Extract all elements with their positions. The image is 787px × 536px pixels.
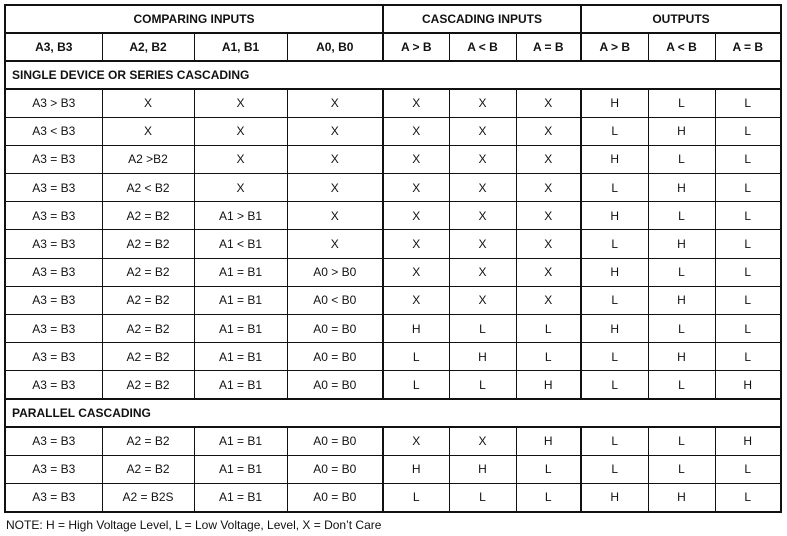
table-cell: A0 < B0 [287,286,383,314]
column-header-row [5,33,781,61]
table-cell: L [581,286,648,314]
table-cell: X [287,89,383,117]
table-cell: X [383,286,449,314]
table-cell: X [449,258,516,286]
table-cell: L [715,343,781,371]
section-header-row [5,61,781,89]
table-cell: A1 = B1 [194,483,287,511]
table-row [5,89,781,117]
table-cell: L [581,230,648,258]
section-title: PARALLEL CASCADING [5,399,781,427]
table-cell: X [383,230,449,258]
table-cell: H [581,145,648,173]
table-cell: A3 = B3 [5,343,102,371]
table-cell: L [715,455,781,483]
table-cell: X [287,174,383,202]
table-cell: X [449,286,516,314]
table-row [5,117,781,145]
table-cell: A2 = B2 [102,343,194,371]
table-cell: A3 < B3 [5,117,102,145]
column-header: A < B [449,33,516,61]
table-row [5,202,781,230]
table-cell: A1 = B1 [194,427,287,455]
table-cell: H [648,286,715,314]
table-cell: H [715,371,781,399]
table-cell: H [581,202,648,230]
table-cell: L [516,343,581,371]
table-cell: A1 > B1 [194,202,287,230]
table-body [5,61,781,512]
table-cell: L [715,230,781,258]
table-cell: A0 = B0 [287,483,383,511]
table-cell: A3 = B3 [5,258,102,286]
table-cell: H [581,258,648,286]
footnote: NOTE: H = High Voltage Level, L = Low Voltage, Level, X = Don’t Care [6,518,382,532]
table-cell: A2 = B2 [102,455,194,483]
table-cell: L [581,174,648,202]
table-cell: A1 = B1 [194,286,287,314]
table-cell: X [516,174,581,202]
column-header: A1, B1 [194,33,287,61]
table-cell: H [516,427,581,455]
section-title: SINGLE DEVICE OR SERIES CASCADING [5,61,781,89]
table-cell: A3 = B3 [5,202,102,230]
table-cell: X [449,174,516,202]
table-cell: A2 = B2 [102,258,194,286]
table-cell: X [383,427,449,455]
table-cell: L [449,483,516,511]
column-header: A < B [648,33,715,61]
table-cell: A2 >B2 [102,145,194,173]
group-header-outputs: OUTPUTS [581,5,781,33]
table-cell: A3 = B3 [5,174,102,202]
table-cell: X [287,202,383,230]
table-cell: L [516,455,581,483]
table-cell: X [287,117,383,145]
table-cell: X [194,174,287,202]
table-cell: X [383,117,449,145]
table-cell: A2 = B2 [102,371,194,399]
table-cell: L [648,258,715,286]
table-cell: X [287,145,383,173]
table-cell: L [648,202,715,230]
table-row [5,343,781,371]
table-cell: L [715,117,781,145]
table-cell: X [516,145,581,173]
group-header-comparing-inputs: COMPARING INPUTS [5,5,383,33]
table-cell: L [715,174,781,202]
table-cell: L [648,145,715,173]
table-row [5,230,781,258]
table-cell: L [383,483,449,511]
table-cell: X [449,145,516,173]
table-cell: A1 = B1 [194,315,287,343]
table-cell: A2 = B2 [102,286,194,314]
table-cell: L [715,145,781,173]
table-cell: L [383,371,449,399]
table-cell: L [715,483,781,511]
table-cell: L [449,315,516,343]
table-cell: A2 = B2 [102,230,194,258]
column-header: A > B [581,33,648,61]
table-cell: A1 = B1 [194,343,287,371]
table-cell: A3 = B3 [5,483,102,511]
table-cell: A1 = B1 [194,455,287,483]
table-cell: A2 = B2 [102,202,194,230]
table-cell: H [648,230,715,258]
table-cell: L [715,315,781,343]
table-cell: X [449,427,516,455]
table-cell: H [383,315,449,343]
table-cell: H [449,455,516,483]
table-cell: A0 = B0 [287,455,383,483]
table-cell: L [648,455,715,483]
table-cell: L [581,455,648,483]
table-cell: X [516,258,581,286]
table-cell: L [715,258,781,286]
table-cell: L [581,427,648,455]
table-cell: X [102,117,194,145]
table-cell: A1 = B1 [194,371,287,399]
table-cell: H [648,343,715,371]
table-cell: H [715,427,781,455]
table-row [5,427,781,455]
table-cell: X [194,145,287,173]
table-row [5,174,781,202]
table-cell: H [516,371,581,399]
table-cell: L [581,343,648,371]
truth-table [4,4,782,513]
column-header: A = B [715,33,781,61]
table-cell: X [516,230,581,258]
table-cell: L [715,89,781,117]
table-cell: X [383,145,449,173]
table-cell: H [383,455,449,483]
table-cell: A1 = B1 [194,258,287,286]
table-cell: X [449,202,516,230]
table-cell: L [715,286,781,314]
table-cell: L [516,315,581,343]
table-cell: A0 = B0 [287,371,383,399]
table-cell: A3 = B3 [5,286,102,314]
group-header-row [5,5,781,33]
table-cell: H [648,483,715,511]
table-cell: H [449,343,516,371]
table-cell: H [581,483,648,511]
table-row [5,455,781,483]
column-header: A0, B0 [287,33,383,61]
table-cell: A3 = B3 [5,371,102,399]
table-cell: L [715,202,781,230]
table-cell: X [383,202,449,230]
table-cell: X [449,230,516,258]
table-cell: L [648,315,715,343]
table-cell: X [102,89,194,117]
table-cell: X [383,258,449,286]
table-cell: X [383,174,449,202]
table-cell: A1 < B1 [194,230,287,258]
table-cell: L [648,371,715,399]
column-header: A3, B3 [5,33,102,61]
table-cell: L [383,343,449,371]
table-cell: A2 = B2S [102,483,194,511]
column-header: A > B [383,33,449,61]
table-cell: A3 = B3 [5,315,102,343]
table-cell: X [516,286,581,314]
table-cell: A3 = B3 [5,427,102,455]
table-cell: H [648,117,715,145]
table-cell: H [581,315,648,343]
table-cell: L [581,117,648,145]
table-cell: X [194,89,287,117]
table-cell: X [516,117,581,145]
table-cell: L [449,371,516,399]
table-cell: X [287,230,383,258]
table-row [5,145,781,173]
table-cell: A0 = B0 [287,343,383,371]
table-row [5,258,781,286]
table-cell: X [516,89,581,117]
group-header-cascading-inputs: CASCADING INPUTS [383,5,581,33]
table-cell: A3 = B3 [5,230,102,258]
table-cell: X [449,89,516,117]
table-cell: L [648,89,715,117]
table-cell: A0 = B0 [287,315,383,343]
section-header-row [5,399,781,427]
table-cell: A3 = B3 [5,455,102,483]
table-row [5,315,781,343]
table-cell: L [516,483,581,511]
table-cell: X [449,117,516,145]
column-header: A2, B2 [102,33,194,61]
table-cell: A2 = B2 [102,315,194,343]
table-cell: A2 = B2 [102,427,194,455]
table-cell: H [648,174,715,202]
table-cell: X [516,202,581,230]
table-cell: L [648,427,715,455]
table-cell: X [383,89,449,117]
table-row [5,286,781,314]
table-cell: A2 < B2 [102,174,194,202]
table-cell: A0 = B0 [287,427,383,455]
table-cell: H [581,89,648,117]
table-row [5,483,781,511]
table-cell: A3 = B3 [5,145,102,173]
table-cell: X [194,117,287,145]
table-cell: L [581,371,648,399]
column-header: A = B [516,33,581,61]
table-cell: A3 > B3 [5,89,102,117]
table-row [5,371,781,399]
table-cell: A0 > B0 [287,258,383,286]
